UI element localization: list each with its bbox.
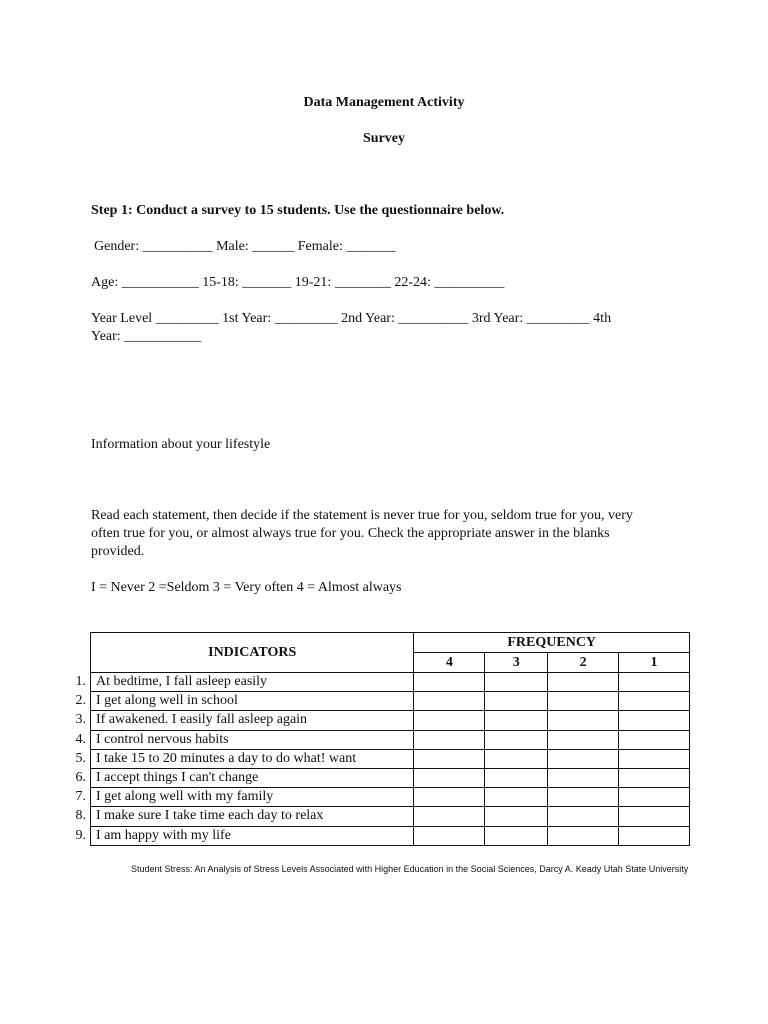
row-number: 1. bbox=[75, 674, 86, 689]
frequency-answer-cell-2[interactable] bbox=[548, 692, 619, 711]
indicator-text: I am happy with my life bbox=[91, 826, 414, 845]
table-header-row bbox=[91, 633, 690, 653]
row-number: 4. bbox=[75, 731, 86, 747]
step-1-instruction: Step 1: Conduct a survey to 15 students. Use the questionnaire below. bbox=[91, 203, 505, 218]
row-number: 5. bbox=[75, 750, 86, 766]
table-row bbox=[91, 749, 690, 768]
row-number: 3. bbox=[75, 712, 86, 728]
frequency-answer-cell-2[interactable] bbox=[548, 788, 619, 807]
frequency-answer-cell-3[interactable] bbox=[485, 826, 548, 845]
row-number: 2. bbox=[75, 693, 86, 709]
table-row bbox=[91, 788, 690, 807]
frequency-answer-cell-1[interactable] bbox=[619, 788, 690, 807]
table-row bbox=[91, 807, 690, 826]
instructions-line-3: provided. bbox=[91, 544, 145, 559]
source-citation: Student Stress: An Analysis of Stress Levels Associated with Higher Education in the Social Sciences, Darcy A. Keady Utah State University bbox=[131, 864, 689, 874]
table-row bbox=[91, 692, 690, 711]
indicator-text: I accept things I can't change bbox=[91, 768, 414, 787]
frequency-answer-cell-1[interactable] bbox=[619, 673, 690, 692]
instructions-line-1: Read each statement, then decide if the statement is never true for you, seldom true for you, very bbox=[91, 508, 633, 523]
column-header-2: 2 bbox=[548, 653, 619, 673]
frequency-answer-cell-2[interactable] bbox=[548, 711, 619, 730]
indicator-text: I get along well with my family bbox=[91, 788, 414, 807]
frequency-answer-cell-2[interactable] bbox=[548, 826, 619, 845]
frequency-answer-cell-4[interactable] bbox=[414, 692, 485, 711]
indicator-text: I make sure I take time each day to relax bbox=[91, 807, 414, 826]
table-row bbox=[91, 826, 690, 845]
frequency-answer-cell-1[interactable] bbox=[619, 749, 690, 768]
page-title: Data Management Activity bbox=[303, 95, 465, 110]
age-field: Age: ___________ 15-18: _______ 19-21: ________ 22-24: __________ bbox=[91, 275, 505, 290]
indicator-text: At bedtime, I fall asleep easily bbox=[91, 673, 414, 692]
indicator-text: If awakened. I easily fall asleep again bbox=[91, 711, 414, 730]
frequency-answer-cell-4[interactable] bbox=[414, 673, 485, 692]
table-row bbox=[91, 730, 690, 749]
frequency-answer-cell-1[interactable] bbox=[619, 730, 690, 749]
table-row bbox=[91, 673, 690, 692]
frequency-answer-cell-3[interactable] bbox=[485, 673, 548, 692]
row-number: 7. bbox=[75, 789, 86, 805]
frequency-answer-cell-3[interactable] bbox=[485, 749, 548, 768]
frequency-answer-cell-2[interactable] bbox=[548, 749, 619, 768]
frequency-answer-cell-4[interactable] bbox=[414, 807, 485, 826]
frequency-answer-cell-1[interactable] bbox=[619, 826, 690, 845]
lifestyle-heading: Information about your lifestyle bbox=[91, 437, 271, 452]
frequency-answer-cell-4[interactable] bbox=[414, 768, 485, 787]
page-subtitle: Survey bbox=[363, 131, 405, 146]
frequency-answer-cell-3[interactable] bbox=[485, 788, 548, 807]
column-header-3: 3 bbox=[485, 653, 548, 673]
frequency-answer-cell-2[interactable] bbox=[548, 730, 619, 749]
frequency-answer-cell-1[interactable] bbox=[619, 807, 690, 826]
year-level-field: Year Level _________ 1st Year: _________ 2nd Year: __________ 3rd Year: _________ 4th bbox=[91, 311, 612, 326]
frequency-answer-cell-3[interactable] bbox=[485, 807, 548, 826]
row-number: 6. bbox=[75, 770, 86, 785]
indicator-text: I control nervous habits bbox=[91, 730, 414, 749]
frequency-answer-cell-4[interactable] bbox=[414, 730, 485, 749]
frequency-answer-cell-3[interactable] bbox=[485, 692, 548, 711]
row-number: 9. bbox=[75, 827, 86, 843]
frequency-answer-cell-4[interactable] bbox=[414, 711, 485, 730]
year-level-field-continued: Year: ___________ bbox=[91, 329, 202, 344]
survey-table bbox=[90, 632, 690, 846]
frequency-answer-cell-4[interactable] bbox=[414, 826, 485, 845]
row-number: 8. bbox=[75, 808, 86, 824]
frequency-answer-cell-3[interactable] bbox=[485, 711, 548, 730]
rating-scale: I = Never 2 =Seldom 3 = Very often 4 = Almost always bbox=[91, 580, 402, 595]
frequency-answer-cell-4[interactable] bbox=[414, 788, 485, 807]
column-header-1: 1 bbox=[619, 653, 690, 673]
table-row bbox=[91, 711, 690, 730]
frequency-answer-cell-4[interactable] bbox=[414, 749, 485, 768]
gender-field: Gender: __________ Male: ______ Female: _______ bbox=[94, 239, 396, 254]
instructions-line-2: often true for you, or almost always true for you. Check the appropriate answer in the blanks bbox=[91, 526, 610, 541]
frequency-answer-cell-2[interactable] bbox=[548, 673, 619, 692]
indicator-text: I get along well in school bbox=[91, 692, 414, 711]
indicator-text: I take 15 to 20 minutes a day to do what! want bbox=[91, 749, 414, 768]
frequency-answer-cell-1[interactable] bbox=[619, 692, 690, 711]
frequency-answer-cell-3[interactable] bbox=[485, 730, 548, 749]
table-row bbox=[91, 768, 690, 787]
frequency-answer-cell-1[interactable] bbox=[619, 711, 690, 730]
frequency-answer-cell-3[interactable] bbox=[485, 768, 548, 787]
frequency-answer-cell-1[interactable] bbox=[619, 768, 690, 787]
indicators-header: INDICATORS bbox=[91, 633, 414, 673]
frequency-answer-cell-2[interactable] bbox=[548, 768, 619, 787]
column-header-4: 4 bbox=[414, 653, 485, 673]
frequency-header: FREQUENCY bbox=[414, 633, 690, 653]
frequency-answer-cell-2[interactable] bbox=[548, 807, 619, 826]
